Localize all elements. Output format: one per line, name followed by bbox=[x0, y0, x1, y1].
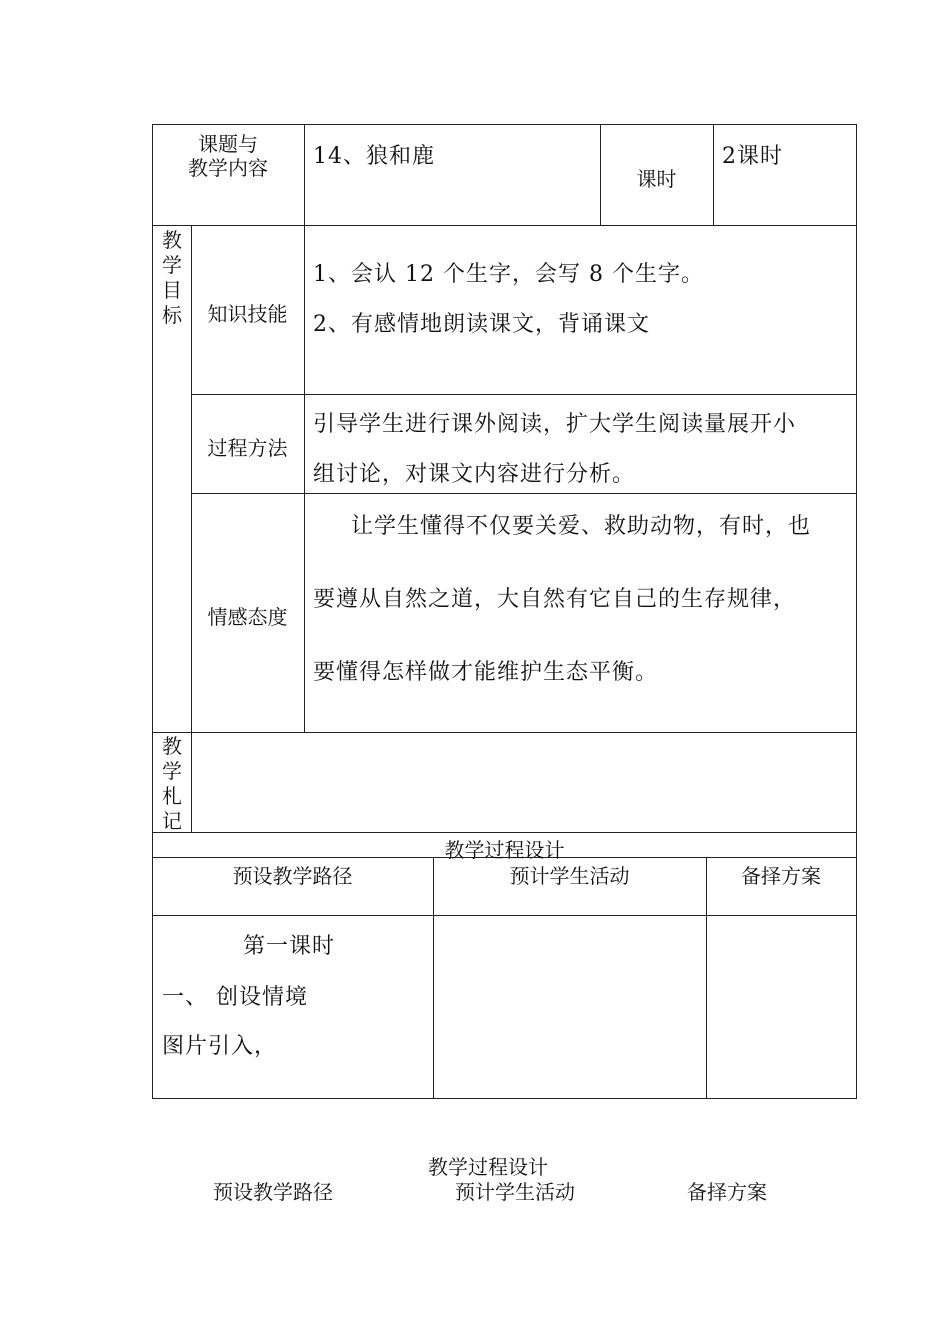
table-border-left bbox=[152, 124, 153, 1099]
period-value: 2课时 bbox=[722, 144, 783, 169]
process-line1: 引导学生进行课外阅读，扩大学生阅读量展开小 bbox=[313, 412, 797, 437]
step1-heading: 一、 创设情境 bbox=[162, 985, 308, 1010]
emotion-label: 情感态度 bbox=[207, 605, 288, 629]
table-rule-after-process bbox=[191, 493, 857, 494]
process-label: 过程方法 bbox=[207, 436, 288, 460]
table-rule-design-col3 bbox=[706, 857, 707, 1099]
design-repeat-col2: 预计学生活动 bbox=[455, 1180, 575, 1204]
topic-label-line1: 课题与 bbox=[198, 132, 258, 156]
process-line2: 组讨论，对课文内容进行分析。 bbox=[313, 462, 636, 487]
table-rule-period-value-left bbox=[713, 124, 714, 226]
objectives-group-label: 教 学 目 标 bbox=[162, 228, 182, 327]
design-repeat-col3: 备择方案 bbox=[687, 1180, 767, 1204]
design-col3-header: 备择方案 bbox=[741, 864, 821, 888]
knowledge-label: 知识技能 bbox=[207, 302, 288, 326]
table-rule-label-col bbox=[304, 124, 305, 733]
table-rule-design-col2 bbox=[433, 857, 434, 1099]
period-label: 课时 bbox=[636, 167, 677, 191]
table-border-top bbox=[152, 124, 857, 125]
design-title: 教学过程设计 bbox=[444, 838, 565, 862]
knowledge-line2: 2、有感情地朗读课文，背诵课文 bbox=[313, 312, 650, 337]
emotion-line1: 让学生懂得不仅要关爱、救助动物，有时，也 bbox=[351, 514, 812, 539]
design-repeat-col1: 预设教学路径 bbox=[213, 1180, 333, 1204]
step1-detail: 图片引入， bbox=[162, 1034, 278, 1059]
design-col2-header: 预计学生活动 bbox=[509, 864, 630, 888]
table-rule-after-columns bbox=[152, 915, 857, 916]
knowledge-line1: 1、会认 12 个生字，会写 8 个生字。 bbox=[313, 262, 704, 287]
topic-label-line2: 教学内容 bbox=[188, 156, 268, 180]
emotion-line2: 要遵从自然之道，大自然有它自己的生存规律， bbox=[313, 587, 797, 612]
emotion-line3: 要懂得怎样做才能维护生态平衡。 bbox=[313, 660, 659, 685]
design-repeat-title: 教学过程设计 bbox=[428, 1155, 548, 1179]
table-rule-after-notes bbox=[152, 832, 857, 833]
topic-value: 14、狼和鹿 bbox=[313, 144, 435, 169]
design-col1-header: 预设教学路径 bbox=[232, 864, 353, 888]
table-border-right bbox=[856, 124, 857, 1099]
table-border-bottom bbox=[152, 1098, 857, 1099]
table-rule-after-header bbox=[152, 225, 857, 226]
table-rule-after-knowledge bbox=[191, 394, 857, 395]
notes-label: 教 学 札 记 bbox=[162, 734, 182, 833]
first-lesson-heading: 第一课时 bbox=[243, 934, 336, 959]
table-rule-after-objectives bbox=[152, 732, 857, 733]
